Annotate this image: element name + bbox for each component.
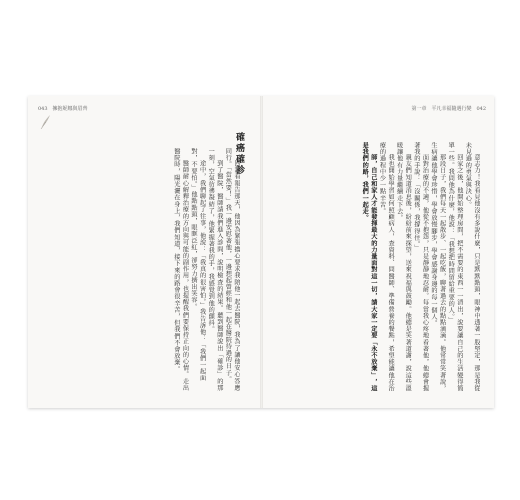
right-page-body	[268, 142, 480, 392]
left-page	[28, 96, 260, 408]
paragraph: 回家之後，他開始整理房間，把不需要的東西一一清出，說要讓自己的生活變得簡單一些。我問他為什麼，他說：「我想把時間留給重要的人。」	[447, 142, 463, 392]
book-spread	[28, 96, 494, 408]
paragraph: 途中，我們聊起了往事，他說：「我真的很害怕。」我告訴他：「我們一起面對，不要怕。」他點點頭，眼眶泛紅，卻努力擠出笑容。	[190, 148, 206, 382]
left-page-body	[104, 148, 240, 392]
paragraph: 我也開始學習如何照顧病人，查資料、問醫師、準備營養的餐點，希望能讓他在治療的過程中少一點辛苦。	[378, 142, 395, 392]
right-page-header: 第一章 平凡幸福隨遇行變 042	[411, 106, 486, 112]
paragraph: 到了醫院，醫師請我們進入診間，說明檢查的結果。聽到醫師說出「確診」的那一刻，空氣彷彿凝結了，他緊握著我的手，我感覺到他的顫抖。	[207, 148, 223, 392]
right-page	[263, 96, 494, 408]
paragraph: 意志力！我看見他沒有多說什麼，只是默默點頭，眼神中透著一股堅定，那是我從未見過的勇氣與決心。	[464, 142, 480, 392]
section-title: 確癌確診	[234, 132, 244, 176]
bold-paragraph: 師，自己和家人才能發揮最大的力量面對這一切，請大家一定要「永不放棄」，這是我們的路，我們一起走。	[361, 142, 377, 392]
left-page-header: 043 擁抱妮娜與眉齊	[38, 106, 88, 112]
paragraph: 那段日子，我們每天一起散步、一起吃飯，聊著過去的點點滴滴。他常常笑著說，生病讓他學會珍惜，學會放慢腳步，學會感謝身邊的每一個人。	[430, 142, 446, 392]
paragraph: 面對治療的不適，他從不抱怨，只是靜靜地忍耐。每當我心疼地看著他，他總會握著我的手說：「沒關係，我撐得住。」	[412, 142, 429, 392]
feather-decoration-icon	[38, 114, 52, 130]
paragraph: 醫師耐心解釋治療的方向與可能的副作用，也提醒我們要保持正向的心情。走出醫院時，陽光灑在身上，我們知道，接下來的路會很辛苦，但我們不會放棄。	[172, 148, 189, 392]
paragraph: 回診看報告那天，他因為緊張擔心要求我陪他一起去醫院，我為了讓他安心答應同行。「當然要！」我一邊安慰著他，一邊想起曾經和他一起在醫院待過的日子。	[224, 148, 240, 392]
paragraph: 親友們知道消息後，紛紛前來探望，送來祝福與鼓勵。他總是笑著道謝，說這些溫暖讓他有力量繼續走下去。	[395, 142, 412, 392]
